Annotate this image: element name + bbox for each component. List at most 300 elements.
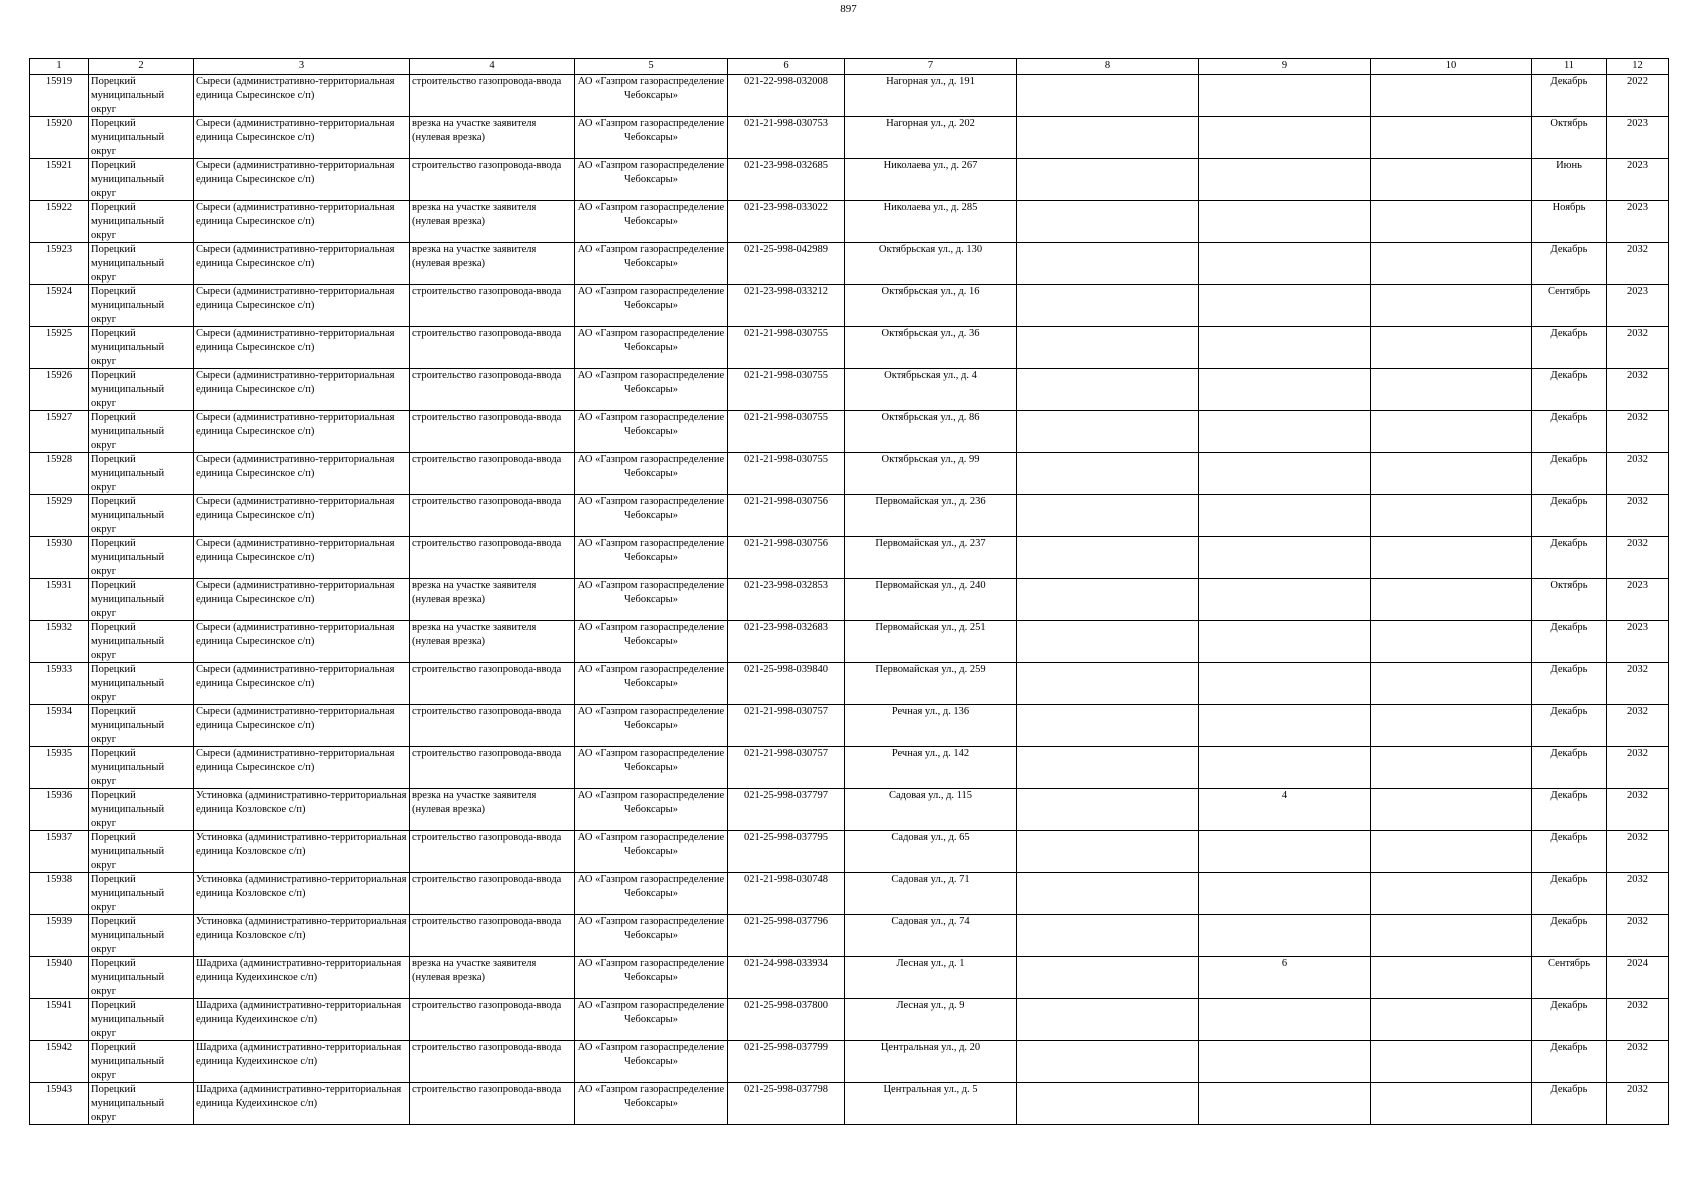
cell-text: 15920 (45, 118, 73, 129)
cell-text: Николаева ул., д. 267 (883, 160, 978, 171)
table-row (30, 285, 1669, 327)
cell-column-9 (1199, 621, 1371, 663)
cell-text: 021-21-998-030755 (744, 412, 828, 423)
cell-column-9 (1199, 159, 1371, 201)
cell-row-number (30, 831, 89, 873)
cell-text: Первомайская ул., д. 237 (875, 538, 986, 549)
cell-application-number (728, 1041, 845, 1083)
cell-application-number (728, 789, 845, 831)
cell-column-9 (1199, 957, 1371, 999)
cell-address (845, 75, 1017, 117)
cell-text: Шадриха (административно-территориальная единица Кудеихинское с/п) (196, 958, 402, 983)
cell-text: Порецкий муниципальный округ (91, 538, 165, 577)
cell-row-number (30, 201, 89, 243)
cell-work-type (410, 411, 575, 453)
cell-row-number (30, 915, 89, 957)
cell-work-type (410, 453, 575, 495)
cell-text: Порецкий муниципальный округ (91, 1000, 165, 1039)
cell-text: 2032 (1627, 412, 1648, 423)
cell-year (1607, 159, 1669, 201)
cell-row-number (30, 579, 89, 621)
cell-district (89, 537, 194, 579)
cell-text: АО «Газпром газораспределение Чебоксары» (577, 832, 725, 857)
cell-text: Порецкий муниципальный округ (91, 370, 165, 409)
cell-settlement (194, 537, 410, 579)
cell-text: Сыреси (административно-территориальная единица Сыресинское с/п) (196, 76, 395, 101)
cell-month (1532, 243, 1607, 285)
cell-district (89, 663, 194, 705)
cell-column-10 (1371, 789, 1532, 831)
cell-year (1607, 873, 1669, 915)
cell-month (1532, 1083, 1607, 1125)
cell-district (89, 1041, 194, 1083)
cell-settlement (194, 1041, 410, 1083)
cell-text: Декабрь (1550, 706, 1588, 717)
cell-text: строительство газопровода-ввода (412, 76, 562, 87)
cell-text: Октябрь (1550, 580, 1588, 591)
cell-row-number (30, 327, 89, 369)
cell-text: строительство газопровода-ввода (412, 1084, 562, 1095)
cell-text: 2032 (1627, 496, 1648, 507)
cell-text: 021-23-998-032683 (744, 622, 828, 633)
cell-text: строительство газопровода-ввода (412, 832, 562, 843)
cell-organization (575, 537, 728, 579)
cell-month (1532, 621, 1607, 663)
cell-text: Речная ул., д. 142 (891, 748, 970, 759)
cell-year (1607, 495, 1669, 537)
cell-district (89, 831, 194, 873)
cell-row-number (30, 117, 89, 159)
cell-text: Декабрь (1550, 328, 1588, 339)
cell-work-type (410, 159, 575, 201)
cell-district (89, 915, 194, 957)
cell-column-9 (1199, 663, 1371, 705)
cell-address (845, 453, 1017, 495)
cell-application-number (728, 495, 845, 537)
cell-column-8 (1017, 831, 1199, 873)
cell-column-8 (1017, 1083, 1199, 1125)
cell-settlement (194, 285, 410, 327)
table-row (30, 327, 1669, 369)
cell-column-10 (1371, 999, 1532, 1041)
cell-organization (575, 159, 728, 201)
cell-column-9 (1199, 1041, 1371, 1083)
cell-organization (575, 663, 728, 705)
cell-text: Речная ул., д. 136 (891, 706, 970, 717)
cell-settlement (194, 831, 410, 873)
cell-district (89, 1083, 194, 1125)
cell-settlement (194, 789, 410, 831)
cell-text: Декабрь (1550, 1000, 1588, 1011)
cell-address (845, 243, 1017, 285)
header-address: 7 (845, 59, 1017, 75)
cell-text: 2032 (1627, 1084, 1648, 1095)
cell-application-number (728, 621, 845, 663)
cell-text: 6 (1281, 958, 1288, 969)
cell-year (1607, 831, 1669, 873)
cell-text: 2023 (1627, 622, 1648, 633)
cell-year (1607, 201, 1669, 243)
cell-column-8 (1017, 495, 1199, 537)
table-row (30, 621, 1669, 663)
cell-text: Порецкий муниципальный округ (91, 412, 165, 451)
table-row (30, 75, 1669, 117)
cell-district (89, 411, 194, 453)
cell-month (1532, 789, 1607, 831)
cell-text: Садовая ул., д. 71 (891, 874, 970, 885)
cell-text: 021-21-998-030753 (744, 118, 828, 129)
table-row (30, 747, 1669, 789)
cell-text: Октябрьская ул., д. 99 (881, 454, 980, 465)
cell-organization (575, 1041, 728, 1083)
cell-text: врезка на участке заявителя (нулевая врезка) (412, 958, 537, 983)
cell-address (845, 537, 1017, 579)
cell-organization (575, 747, 728, 789)
cell-column-10 (1371, 369, 1532, 411)
cell-text: Июнь (1556, 160, 1582, 171)
cell-organization (575, 789, 728, 831)
cell-text: строительство газопровода-ввода (412, 706, 562, 717)
cell-district (89, 453, 194, 495)
cell-application-number (728, 957, 845, 999)
cell-text: 2024 (1627, 958, 1648, 969)
cell-column-8 (1017, 117, 1199, 159)
cell-application-number (728, 663, 845, 705)
cell-column-10 (1371, 411, 1532, 453)
cell-text: Сыреси (административно-территориальная единица Сыресинское с/п) (196, 244, 395, 269)
cell-text: строительство газопровода-ввода (412, 454, 562, 465)
cell-row-number (30, 789, 89, 831)
cell-organization (575, 831, 728, 873)
cell-month (1532, 999, 1607, 1041)
cell-district (89, 621, 194, 663)
cell-text: АО «Газпром газораспределение Чебоксары» (577, 328, 725, 353)
cell-text: 15927 (45, 412, 73, 423)
cell-organization (575, 117, 728, 159)
cell-application-number (728, 453, 845, 495)
cell-settlement (194, 621, 410, 663)
cell-address (845, 705, 1017, 747)
header-column-8: 8 (1017, 59, 1199, 75)
cell-text: Порецкий муниципальный округ (91, 706, 165, 745)
cell-district (89, 579, 194, 621)
cell-column-9 (1199, 831, 1371, 873)
cell-work-type (410, 873, 575, 915)
cell-text: врезка на участке заявителя (нулевая врезка) (412, 622, 537, 647)
table-row (30, 453, 1669, 495)
cell-organization (575, 957, 728, 999)
cell-year (1607, 1083, 1669, 1125)
cell-settlement (194, 957, 410, 999)
cell-settlement (194, 663, 410, 705)
cell-text: Лесная ул., д. 1 (896, 958, 965, 969)
cell-column-8 (1017, 285, 1199, 327)
cell-text: 15923 (45, 244, 73, 255)
cell-text: 15935 (45, 748, 73, 759)
table-row (30, 1083, 1669, 1125)
cell-text: Порецкий муниципальный округ (91, 76, 165, 115)
cell-text: Сыреси (административно-территориальная единица Сыресинское с/п) (196, 370, 395, 395)
cell-text: Октябрьская ул., д. 4 (884, 370, 977, 381)
cell-text: врезка на участке заявителя (нулевая врезка) (412, 202, 537, 227)
cell-year (1607, 1041, 1669, 1083)
table-row (30, 831, 1669, 873)
cell-text: 2032 (1627, 664, 1648, 675)
cell-text: Декабрь (1550, 76, 1588, 87)
cell-text: Сыреси (административно-территориальная единица Сыресинское с/п) (196, 496, 395, 521)
cell-text: 021-25-998-042989 (744, 244, 828, 255)
table-header-row (30, 59, 1669, 75)
cell-text: Порецкий муниципальный округ (91, 622, 165, 661)
cell-column-9 (1199, 873, 1371, 915)
cell-column-9 (1199, 747, 1371, 789)
cell-text: АО «Газпром газораспределение Чебоксары» (577, 664, 725, 689)
cell-work-type (410, 831, 575, 873)
cell-text: Садовая ул., д. 74 (891, 916, 970, 927)
cell-district (89, 999, 194, 1041)
cell-address (845, 621, 1017, 663)
cell-text: Декабрь (1550, 832, 1588, 843)
header-work-type: 4 (410, 59, 575, 75)
cell-text: Декабрь (1550, 538, 1588, 549)
cell-year (1607, 453, 1669, 495)
cell-settlement (194, 495, 410, 537)
cell-text: 2023 (1627, 202, 1648, 213)
cell-year (1607, 117, 1669, 159)
cell-application-number (728, 117, 845, 159)
cell-text: АО «Газпром газораспределение Чебоксары» (577, 706, 725, 731)
cell-text: АО «Газпром газораспределение Чебоксары» (577, 160, 725, 185)
cell-column-10 (1371, 285, 1532, 327)
table-row (30, 915, 1669, 957)
cell-organization (575, 873, 728, 915)
cell-text: АО «Газпром газораспределение Чебоксары» (577, 622, 725, 647)
cell-year (1607, 957, 1669, 999)
cell-text: 2032 (1627, 706, 1648, 717)
cell-text: Порецкий муниципальный округ (91, 244, 165, 283)
cell-work-type (410, 75, 575, 117)
cell-column-10 (1371, 75, 1532, 117)
cell-text: Порецкий муниципальный округ (91, 1042, 165, 1081)
cell-organization (575, 621, 728, 663)
cell-column-9 (1199, 537, 1371, 579)
table-row (30, 537, 1669, 579)
cell-text: Сентябрь (1547, 958, 1591, 969)
cell-year (1607, 579, 1669, 621)
cell-text: Нагорная ул., д. 202 (886, 118, 975, 129)
cell-text: Сыреси (административно-территориальная единица Сыресинское с/п) (196, 118, 395, 143)
cell-text: 15919 (45, 76, 73, 87)
cell-work-type (410, 705, 575, 747)
cell-column-9 (1199, 705, 1371, 747)
cell-column-8 (1017, 453, 1199, 495)
cell-column-8 (1017, 621, 1199, 663)
cell-row-number (30, 411, 89, 453)
cell-row-number (30, 621, 89, 663)
cell-year (1607, 621, 1669, 663)
header-settlement: 3 (194, 59, 410, 75)
cell-text: 15942 (45, 1042, 73, 1053)
cell-text: Декабрь (1550, 412, 1588, 423)
cell-organization (575, 579, 728, 621)
cell-text: 021-21-998-030755 (744, 454, 828, 465)
table-row (30, 873, 1669, 915)
cell-text: АО «Газпром газораспределение Чебоксары» (577, 538, 725, 563)
cell-text: 15941 (45, 1000, 73, 1011)
cell-column-8 (1017, 915, 1199, 957)
cell-application-number (728, 873, 845, 915)
cell-text: Центральная ул., д. 5 (883, 1084, 978, 1095)
cell-settlement (194, 327, 410, 369)
cell-text: 021-25-998-037800 (744, 1000, 828, 1011)
cell-text: Порецкий муниципальный округ (91, 664, 165, 703)
cell-text: Устиновка (административно-территориальная единица Козловское с/п) (196, 874, 407, 899)
cell-application-number (728, 285, 845, 327)
cell-column-10 (1371, 201, 1532, 243)
cell-application-number (728, 411, 845, 453)
cell-column-9 (1199, 327, 1371, 369)
cell-organization (575, 999, 728, 1041)
cell-text: строительство газопровода-ввода (412, 874, 562, 885)
cell-column-9 (1199, 579, 1371, 621)
table-row (30, 369, 1669, 411)
cell-month (1532, 75, 1607, 117)
cell-text: АО «Газпром газораспределение Чебоксары» (577, 748, 725, 773)
cell-address (845, 957, 1017, 999)
cell-column-10 (1371, 453, 1532, 495)
cell-text: 2032 (1627, 916, 1648, 927)
cell-text: 2032 (1627, 832, 1648, 843)
cell-column-10 (1371, 537, 1532, 579)
cell-application-number (728, 579, 845, 621)
cell-column-10 (1371, 327, 1532, 369)
cell-column-9 (1199, 495, 1371, 537)
cell-text: строительство газопровода-ввода (412, 748, 562, 759)
cell-row-number (30, 957, 89, 999)
cell-text: Порецкий муниципальный округ (91, 328, 165, 367)
cell-text: 021-21-998-030755 (744, 370, 828, 381)
cell-address (845, 663, 1017, 705)
cell-application-number (728, 537, 845, 579)
cell-text: 15925 (45, 328, 73, 339)
cell-month (1532, 747, 1607, 789)
cell-district (89, 705, 194, 747)
cell-district (89, 201, 194, 243)
cell-text: 15928 (45, 454, 73, 465)
cell-text: АО «Газпром газораспределение Чебоксары» (577, 244, 725, 269)
cell-district (89, 117, 194, 159)
cell-text: АО «Газпром газораспределение Чебоксары» (577, 916, 725, 941)
cell-text: Ноябрь (1552, 202, 1586, 213)
cell-row-number (30, 705, 89, 747)
cell-row-number (30, 537, 89, 579)
cell-work-type (410, 579, 575, 621)
cell-text: 021-22-998-032008 (744, 76, 828, 87)
cell-text: 2032 (1627, 874, 1648, 885)
cell-text: Сыреси (административно-территориальная единица Сыресинское с/п) (196, 454, 395, 479)
cell-organization (575, 411, 728, 453)
cell-text: АО «Газпром газораспределение Чебоксары» (577, 580, 725, 605)
cell-settlement (194, 999, 410, 1041)
table-row (30, 117, 1669, 159)
cell-address (845, 579, 1017, 621)
cell-month (1532, 579, 1607, 621)
cell-work-type (410, 117, 575, 159)
cell-text: Порецкий муниципальный округ (91, 580, 165, 619)
cell-district (89, 285, 194, 327)
cell-text: 2022 (1627, 76, 1648, 87)
cell-text: 2032 (1627, 328, 1648, 339)
cell-work-type (410, 957, 575, 999)
cell-year (1607, 999, 1669, 1041)
cell-text: 021-25-998-037797 (744, 790, 828, 801)
cell-column-10 (1371, 957, 1532, 999)
cell-text: Октябрьская ул., д. 130 (878, 244, 983, 255)
cell-text: строительство газопровода-ввода (412, 286, 562, 297)
cell-application-number (728, 327, 845, 369)
cell-text: АО «Газпром газораспределение Чебоксары» (577, 76, 725, 101)
cell-settlement (194, 1083, 410, 1125)
cell-text: Порецкий муниципальный округ (91, 958, 165, 997)
cell-work-type (410, 915, 575, 957)
cell-row-number (30, 873, 89, 915)
cell-text: АО «Газпром газораспределение Чебоксары» (577, 202, 725, 227)
cell-text: Устиновка (административно-территориальная единица Козловское с/п) (196, 916, 407, 941)
cell-column-9 (1199, 411, 1371, 453)
cell-organization (575, 201, 728, 243)
cell-month (1532, 495, 1607, 537)
cell-text: Порецкий муниципальный округ (91, 916, 165, 955)
cell-text: 021-25-998-037795 (744, 832, 828, 843)
cell-text: строительство газопровода-ввода (412, 1042, 562, 1053)
cell-column-10 (1371, 243, 1532, 285)
cell-row-number (30, 1041, 89, 1083)
cell-text: строительство газопровода-ввода (412, 538, 562, 549)
cell-address (845, 117, 1017, 159)
cell-text: Декабрь (1550, 1042, 1588, 1053)
cell-text: Шадриха (административно-территориальная единица Кудеихинское с/п) (196, 1084, 402, 1109)
header-district: 2 (89, 59, 194, 75)
cell-column-9 (1199, 1083, 1371, 1125)
cell-text: 021-25-998-037796 (744, 916, 828, 927)
cell-text: Порецкий муниципальный округ (91, 496, 165, 535)
cell-organization (575, 369, 728, 411)
cell-text: Порецкий муниципальный округ (91, 454, 165, 493)
cell-text: 2032 (1627, 538, 1648, 549)
cell-district (89, 495, 194, 537)
cell-work-type (410, 999, 575, 1041)
cell-address (845, 411, 1017, 453)
cell-row-number (30, 453, 89, 495)
cell-text: Нагорная ул., д. 191 (886, 76, 975, 87)
cell-text: 2023 (1627, 118, 1648, 129)
cell-text: Устиновка (административно-территориальная единица Козловское с/п) (196, 832, 407, 857)
cell-text: Садовая ул., д. 65 (891, 832, 970, 843)
cell-column-10 (1371, 579, 1532, 621)
cell-address (845, 159, 1017, 201)
cell-address (845, 327, 1017, 369)
cell-text: Декабрь (1550, 790, 1588, 801)
cell-year (1607, 327, 1669, 369)
cell-column-9 (1199, 915, 1371, 957)
table-body (30, 75, 1669, 1125)
cell-text: врезка на участке заявителя (нулевая врезка) (412, 790, 537, 815)
cell-column-8 (1017, 663, 1199, 705)
cell-application-number (728, 75, 845, 117)
cell-text: 021-23-998-032685 (744, 160, 828, 171)
cell-text: 4 (1281, 790, 1288, 801)
cell-row-number (30, 999, 89, 1041)
